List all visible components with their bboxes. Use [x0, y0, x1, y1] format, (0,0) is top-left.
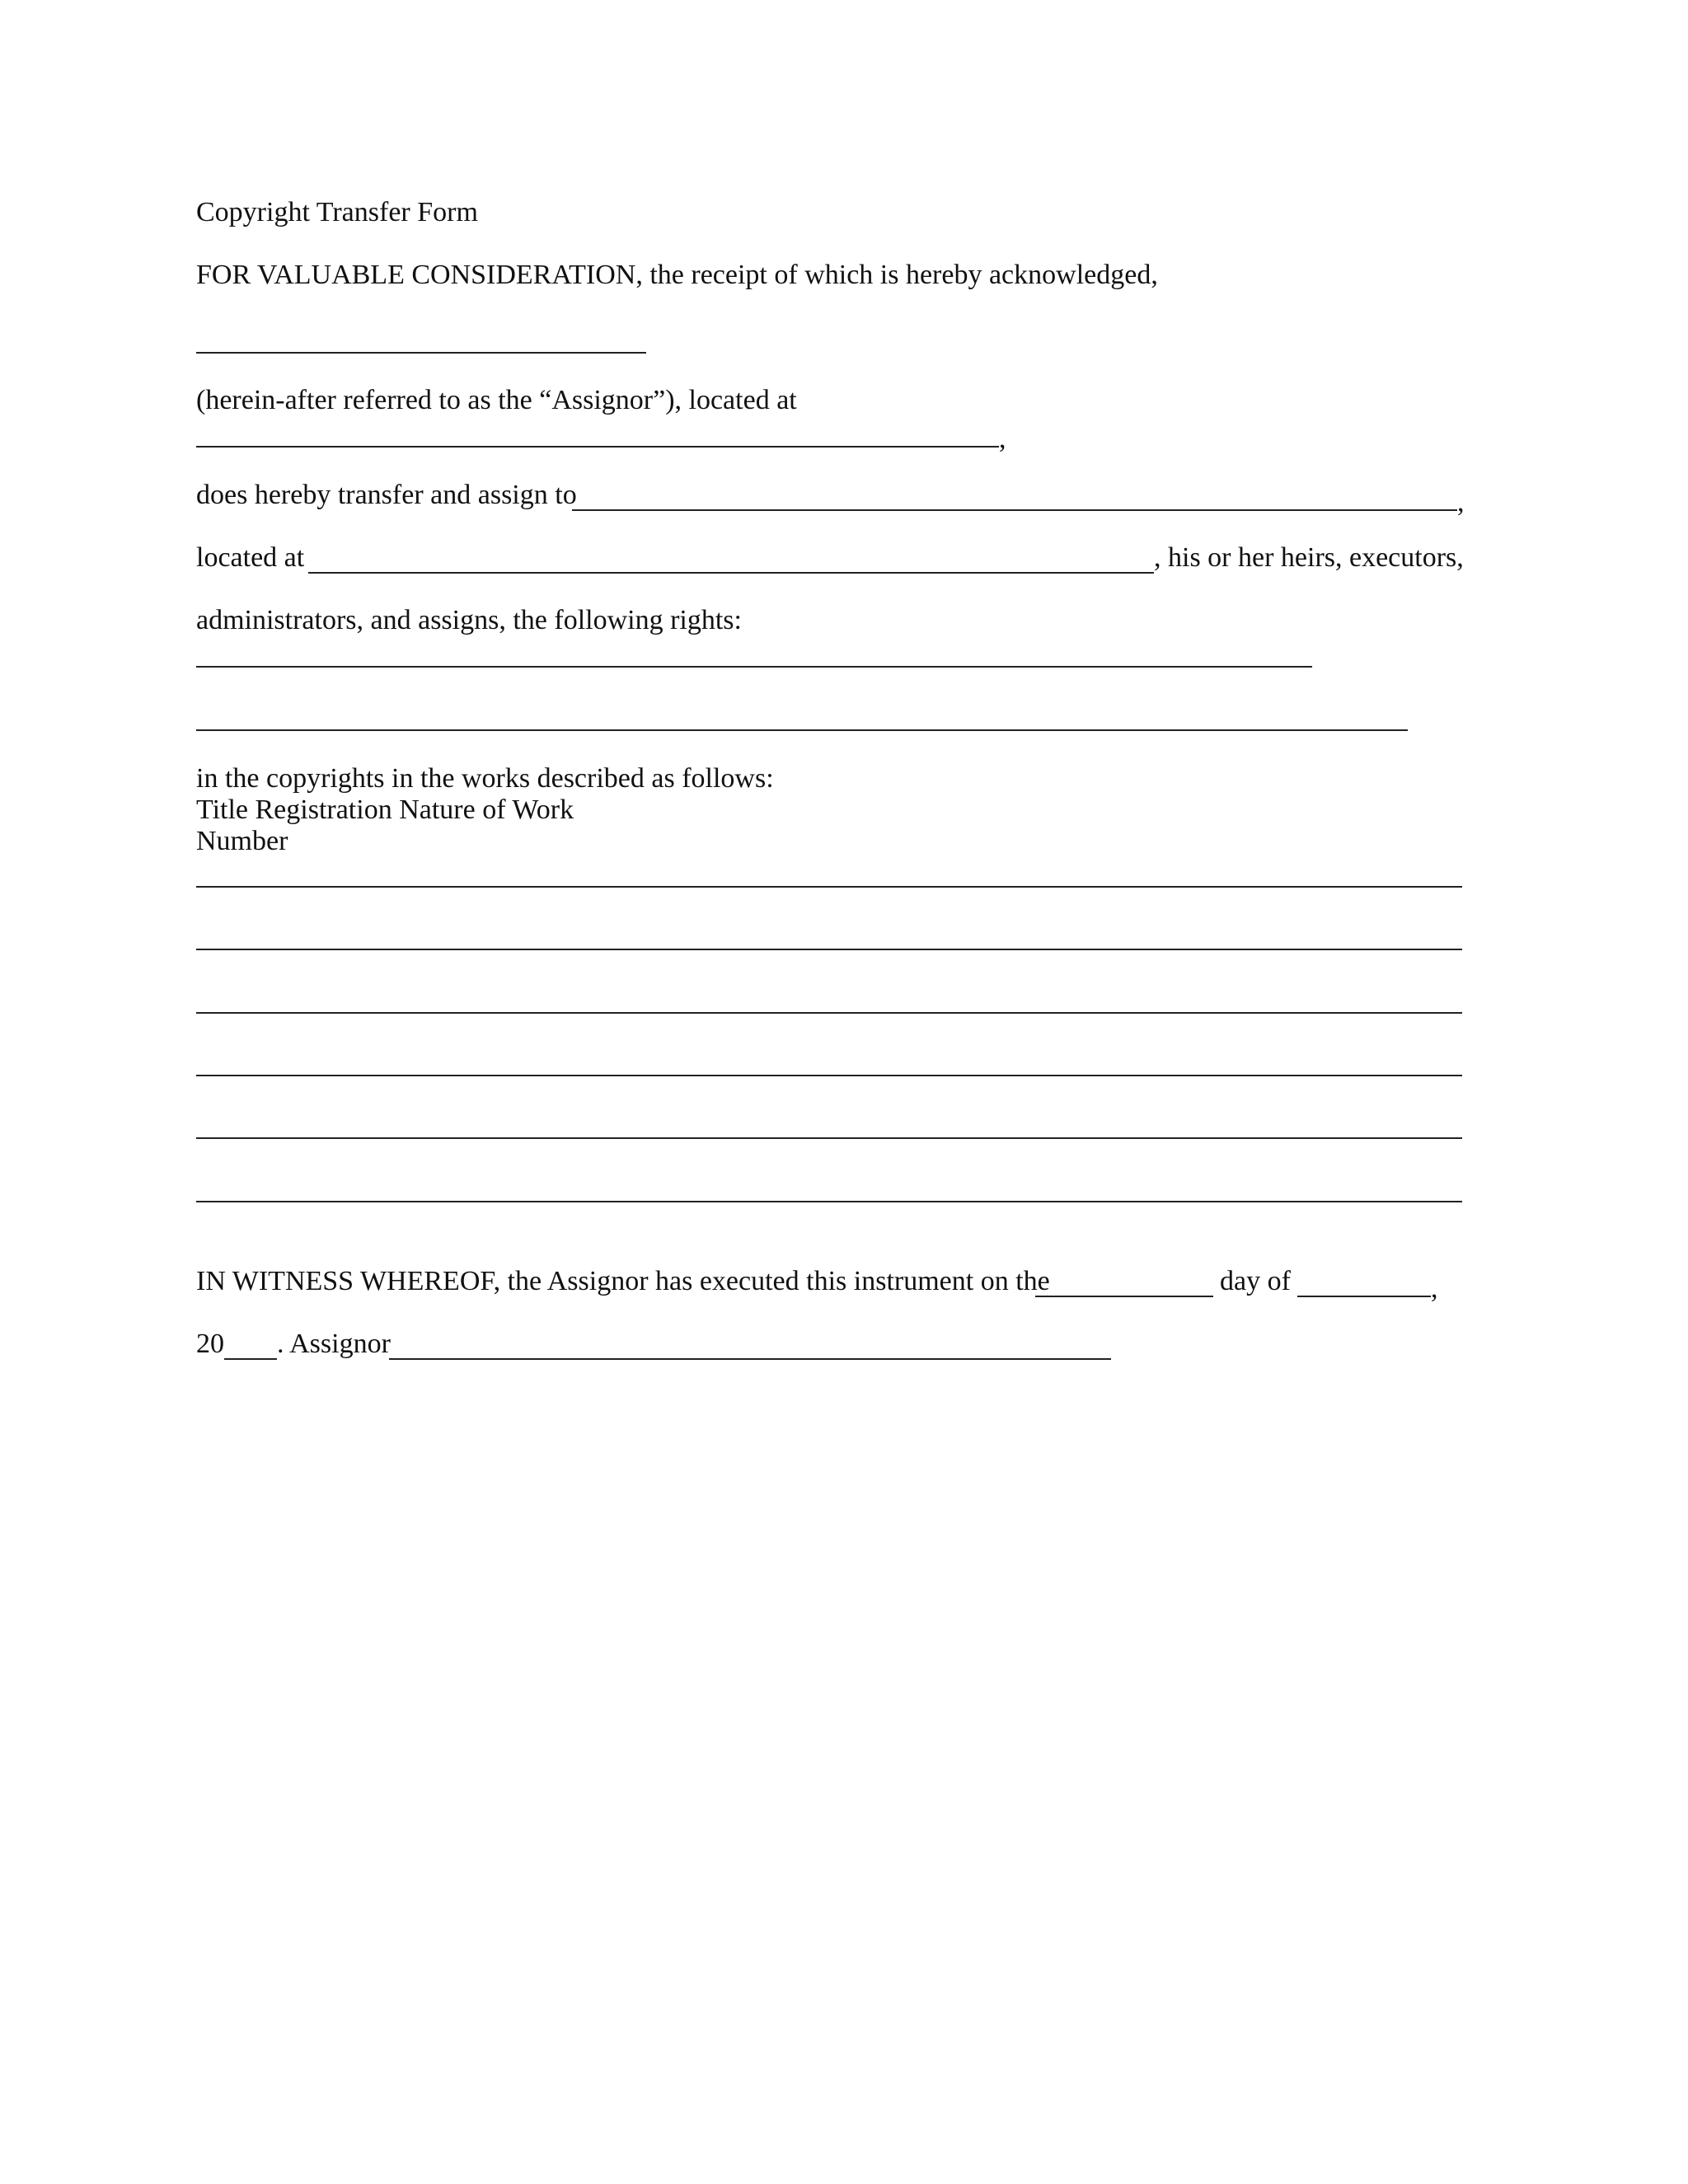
witness-day-of-text: day of — [1220, 1266, 1291, 1296]
rights-blank-2[interactable] — [196, 729, 1408, 731]
year-blank[interactable] — [224, 1358, 277, 1360]
works-column-header: Title Registration Nature of Work — [196, 794, 574, 825]
assignee-name-comma: , — [1457, 487, 1465, 518]
witness-month-blank[interactable] — [1297, 1296, 1431, 1297]
consideration-line: FOR VALUABLE CONSIDERATION, the receipt of which is hereby acknowledged, — [196, 260, 1158, 290]
assignor-signature-blank[interactable] — [389, 1358, 1111, 1360]
assignor-signature-label: . Assignor — [277, 1329, 391, 1359]
assignee-name-blank[interactable] — [572, 509, 1457, 511]
witness-day-blank[interactable] — [1035, 1296, 1213, 1297]
rights-blank-1[interactable] — [196, 666, 1312, 668]
year-prefix: 20 — [196, 1329, 224, 1359]
works-row-blank[interactable] — [196, 1201, 1462, 1202]
rights-intro-line: administrators, and assigns, the following rights: — [196, 605, 742, 635]
assignor-reference-line: (herein-after referred to as the “Assignor”), located at — [196, 385, 797, 415]
located-at-label: located at — [196, 542, 305, 573]
witness-month-comma: , — [1431, 1273, 1438, 1304]
assignor-address-blank[interactable] — [196, 446, 999, 448]
works-row-blank[interactable] — [196, 1075, 1462, 1076]
transfer-line-label: does hereby transfer and assign to — [196, 480, 577, 510]
witness-whereof-text: IN WITNESS WHEREOF, the Assignor has executed this instrument on the — [196, 1266, 1050, 1296]
assignor-name-blank[interactable] — [196, 352, 646, 354]
works-row-blank[interactable] — [196, 886, 1462, 888]
assignor-address-comma: , — [999, 424, 1006, 454]
works-column-header-number: Number — [196, 826, 288, 856]
assignee-address-blank[interactable] — [308, 572, 1154, 574]
works-row-blank[interactable] — [196, 1137, 1462, 1139]
works-intro-line: in the copyrights in the works described as follows: — [196, 763, 774, 794]
heirs-executors-text: , his or her heirs, executors, — [1154, 542, 1464, 573]
works-row-blank[interactable] — [196, 949, 1462, 950]
document-title: Copyright Transfer Form — [196, 197, 478, 227]
works-row-blank[interactable] — [196, 1012, 1462, 1014]
